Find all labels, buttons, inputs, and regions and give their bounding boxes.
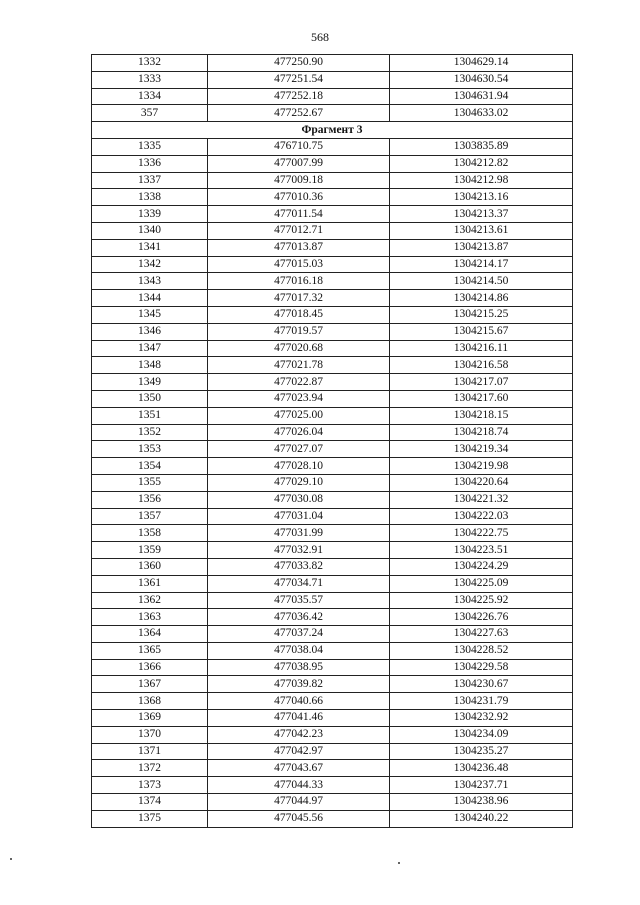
y-coordinate-cell: 1304631.94	[390, 88, 573, 105]
point-number-cell: 1340	[92, 222, 208, 239]
table-row	[92, 172, 573, 189]
table-row	[92, 357, 573, 374]
page-number: 568	[311, 30, 329, 44]
y-coordinate-cell: 1304220.64	[390, 474, 573, 491]
x-coordinate-cell: 477043.67	[208, 760, 390, 777]
y-coordinate-cell: 1304213.87	[390, 239, 573, 256]
y-coordinate-cell: 1304238.96	[390, 794, 573, 811]
x-coordinate-cell: 477042.23	[208, 726, 390, 743]
point-number-cell: 1344	[92, 290, 208, 307]
table-row	[92, 659, 573, 676]
point-number-cell: 1334	[92, 88, 208, 105]
point-number-cell: 1333	[92, 71, 208, 88]
x-coordinate-cell: 477018.45	[208, 306, 390, 323]
x-coordinate-cell: 477009.18	[208, 172, 390, 189]
y-coordinate-cell: 1304213.61	[390, 222, 573, 239]
point-number-cell: 1346	[92, 323, 208, 340]
table-row	[92, 222, 573, 239]
y-coordinate-cell: 1304217.60	[390, 390, 573, 407]
x-coordinate-cell: 477030.08	[208, 491, 390, 508]
point-number-cell: 1373	[92, 777, 208, 794]
x-coordinate-cell: 477042.97	[208, 743, 390, 760]
x-coordinate-cell: 477027.07	[208, 441, 390, 458]
y-coordinate-cell: 1304219.98	[390, 458, 573, 475]
x-coordinate-cell: 477031.04	[208, 508, 390, 525]
table-row	[92, 474, 573, 491]
x-coordinate-cell: 477036.42	[208, 609, 390, 626]
point-number-cell: 1367	[92, 676, 208, 693]
table-row	[92, 256, 573, 273]
x-coordinate-cell: 477017.32	[208, 290, 390, 307]
x-coordinate-cell: 477038.04	[208, 642, 390, 659]
table-row	[92, 626, 573, 643]
coordinates-table-body	[92, 55, 573, 828]
x-coordinate-cell: 477035.57	[208, 592, 390, 609]
table-row	[92, 810, 573, 827]
table-row	[92, 491, 573, 508]
point-number-cell: 357	[92, 105, 208, 122]
x-coordinate-cell: 477029.10	[208, 474, 390, 491]
point-number-cell: 1360	[92, 558, 208, 575]
point-number-cell: 1369	[92, 710, 208, 727]
table-row	[92, 458, 573, 475]
x-coordinate-cell: 477033.82	[208, 558, 390, 575]
point-number-cell: 1348	[92, 357, 208, 374]
point-number-cell: 1353	[92, 441, 208, 458]
table-row	[92, 374, 573, 391]
x-coordinate-cell: 477044.33	[208, 777, 390, 794]
y-coordinate-cell: 1304215.67	[390, 323, 573, 340]
x-coordinate-cell: 477038.95	[208, 659, 390, 676]
x-coordinate-cell: 477021.78	[208, 357, 390, 374]
y-coordinate-cell: 1304234.09	[390, 726, 573, 743]
y-coordinate-cell: 1304232.92	[390, 710, 573, 727]
y-coordinate-cell: 1304223.51	[390, 542, 573, 559]
y-coordinate-cell: 1304629.14	[390, 55, 573, 72]
point-number-cell: 1362	[92, 592, 208, 609]
table-row	[92, 390, 573, 407]
x-coordinate-cell: 477015.03	[208, 256, 390, 273]
point-number-cell: 1368	[92, 693, 208, 710]
table-row	[92, 575, 573, 592]
table-row	[92, 525, 573, 542]
x-coordinate-cell: 477040.66	[208, 693, 390, 710]
coordinates-table	[91, 54, 573, 828]
table-row	[92, 407, 573, 424]
table-row	[92, 693, 573, 710]
point-number-cell: 1335	[92, 138, 208, 155]
point-number-cell: 1365	[92, 642, 208, 659]
x-coordinate-cell: 477032.91	[208, 542, 390, 559]
point-number-cell: 1372	[92, 760, 208, 777]
table-row	[92, 642, 573, 659]
point-number-cell: 1371	[92, 743, 208, 760]
x-coordinate-cell: 477025.00	[208, 407, 390, 424]
point-number-cell: 1350	[92, 390, 208, 407]
y-coordinate-cell: 1304218.74	[390, 424, 573, 441]
x-coordinate-cell: 477011.54	[208, 206, 390, 223]
point-number-cell: 1361	[92, 575, 208, 592]
x-coordinate-cell: 477019.57	[208, 323, 390, 340]
scan-speck	[398, 862, 400, 864]
y-coordinate-cell: 1303835.89	[390, 138, 573, 155]
y-coordinate-cell: 1304224.29	[390, 558, 573, 575]
table-row	[92, 710, 573, 727]
section-title: Фрагмент 3	[92, 122, 573, 139]
y-coordinate-cell: 1304214.17	[390, 256, 573, 273]
y-coordinate-cell: 1304215.25	[390, 306, 573, 323]
point-number-cell: 1342	[92, 256, 208, 273]
x-coordinate-cell: 477041.46	[208, 710, 390, 727]
y-coordinate-cell: 1304227.63	[390, 626, 573, 643]
y-coordinate-cell: 1304235.27	[390, 743, 573, 760]
point-number-cell: 1332	[92, 55, 208, 72]
y-coordinate-cell: 1304213.16	[390, 189, 573, 206]
y-coordinate-cell: 1304217.07	[390, 374, 573, 391]
table-row	[92, 88, 573, 105]
table-row	[92, 105, 573, 122]
x-coordinate-cell: 477023.94	[208, 390, 390, 407]
point-number-cell: 1359	[92, 542, 208, 559]
table-row	[92, 138, 573, 155]
x-coordinate-cell: 477251.54	[208, 71, 390, 88]
table-row	[92, 71, 573, 88]
table-row	[92, 424, 573, 441]
point-number-cell: 1356	[92, 491, 208, 508]
point-number-cell: 1343	[92, 273, 208, 290]
table-row	[92, 609, 573, 626]
y-coordinate-cell: 1304630.54	[390, 71, 573, 88]
y-coordinate-cell: 1304221.32	[390, 491, 573, 508]
y-coordinate-cell: 1304216.58	[390, 357, 573, 374]
x-coordinate-cell: 477013.87	[208, 239, 390, 256]
x-coordinate-cell: 477028.10	[208, 458, 390, 475]
point-number-cell: 1370	[92, 726, 208, 743]
point-number-cell: 1339	[92, 206, 208, 223]
point-number-cell: 1337	[92, 172, 208, 189]
x-coordinate-cell: 477016.18	[208, 273, 390, 290]
y-coordinate-cell: 1304225.09	[390, 575, 573, 592]
point-number-cell: 1347	[92, 340, 208, 357]
table-row	[92, 726, 573, 743]
point-number-cell: 1363	[92, 609, 208, 626]
y-coordinate-cell: 1304228.52	[390, 642, 573, 659]
section-row	[92, 122, 573, 139]
point-number-cell: 1345	[92, 306, 208, 323]
table-row	[92, 55, 573, 72]
y-coordinate-cell: 1304230.67	[390, 676, 573, 693]
y-coordinate-cell: 1304213.37	[390, 206, 573, 223]
table-row	[92, 306, 573, 323]
x-coordinate-cell: 477012.71	[208, 222, 390, 239]
x-coordinate-cell: 477045.56	[208, 810, 390, 827]
x-coordinate-cell: 477026.04	[208, 424, 390, 441]
point-number-cell: 1374	[92, 794, 208, 811]
y-coordinate-cell: 1304216.11	[390, 340, 573, 357]
table-row	[92, 441, 573, 458]
x-coordinate-cell: 477039.82	[208, 676, 390, 693]
scan-speck	[10, 858, 12, 860]
y-coordinate-cell: 1304214.86	[390, 290, 573, 307]
table-row	[92, 592, 573, 609]
y-coordinate-cell: 1304218.15	[390, 407, 573, 424]
x-coordinate-cell: 477022.87	[208, 374, 390, 391]
point-number-cell: 1338	[92, 189, 208, 206]
table-row	[92, 239, 573, 256]
point-number-cell: 1336	[92, 155, 208, 172]
point-number-cell: 1351	[92, 407, 208, 424]
point-number-cell: 1357	[92, 508, 208, 525]
y-coordinate-cell: 1304240.22	[390, 810, 573, 827]
x-coordinate-cell: 477037.24	[208, 626, 390, 643]
point-number-cell: 1354	[92, 458, 208, 475]
point-number-cell: 1341	[92, 239, 208, 256]
point-number-cell: 1352	[92, 424, 208, 441]
table-row	[92, 340, 573, 357]
point-number-cell: 1366	[92, 659, 208, 676]
point-number-cell: 1355	[92, 474, 208, 491]
x-coordinate-cell: 477252.18	[208, 88, 390, 105]
table-row	[92, 794, 573, 811]
table-row	[92, 323, 573, 340]
x-coordinate-cell: 476710.75	[208, 138, 390, 155]
table-row	[92, 760, 573, 777]
x-coordinate-cell: 477031.99	[208, 525, 390, 542]
y-coordinate-cell: 1304222.75	[390, 525, 573, 542]
point-number-cell: 1375	[92, 810, 208, 827]
x-coordinate-cell: 477044.97	[208, 794, 390, 811]
point-number-cell: 1364	[92, 626, 208, 643]
y-coordinate-cell: 1304237.71	[390, 777, 573, 794]
point-number-cell: 1349	[92, 374, 208, 391]
table-row	[92, 290, 573, 307]
y-coordinate-cell: 1304229.58	[390, 659, 573, 676]
table-row	[92, 273, 573, 290]
x-coordinate-cell: 477010.36	[208, 189, 390, 206]
table-row	[92, 508, 573, 525]
table-row	[92, 189, 573, 206]
table-row	[92, 542, 573, 559]
point-number-cell: 1358	[92, 525, 208, 542]
table-row	[92, 155, 573, 172]
x-coordinate-cell: 477034.71	[208, 575, 390, 592]
table-row	[92, 558, 573, 575]
table-row	[92, 676, 573, 693]
y-coordinate-cell: 1304236.48	[390, 760, 573, 777]
y-coordinate-cell: 1304214.50	[390, 273, 573, 290]
x-coordinate-cell: 477250.90	[208, 55, 390, 72]
x-coordinate-cell: 477007.99	[208, 155, 390, 172]
y-coordinate-cell: 1304219.34	[390, 441, 573, 458]
table-row	[92, 206, 573, 223]
table-row	[92, 743, 573, 760]
y-coordinate-cell: 1304225.92	[390, 592, 573, 609]
y-coordinate-cell: 1304222.03	[390, 508, 573, 525]
x-coordinate-cell: 477020.68	[208, 340, 390, 357]
y-coordinate-cell: 1304231.79	[390, 693, 573, 710]
table-row	[92, 777, 573, 794]
y-coordinate-cell: 1304212.98	[390, 172, 573, 189]
y-coordinate-cell: 1304226.76	[390, 609, 573, 626]
x-coordinate-cell: 477252.67	[208, 105, 390, 122]
y-coordinate-cell: 1304633.02	[390, 105, 573, 122]
y-coordinate-cell: 1304212.82	[390, 155, 573, 172]
